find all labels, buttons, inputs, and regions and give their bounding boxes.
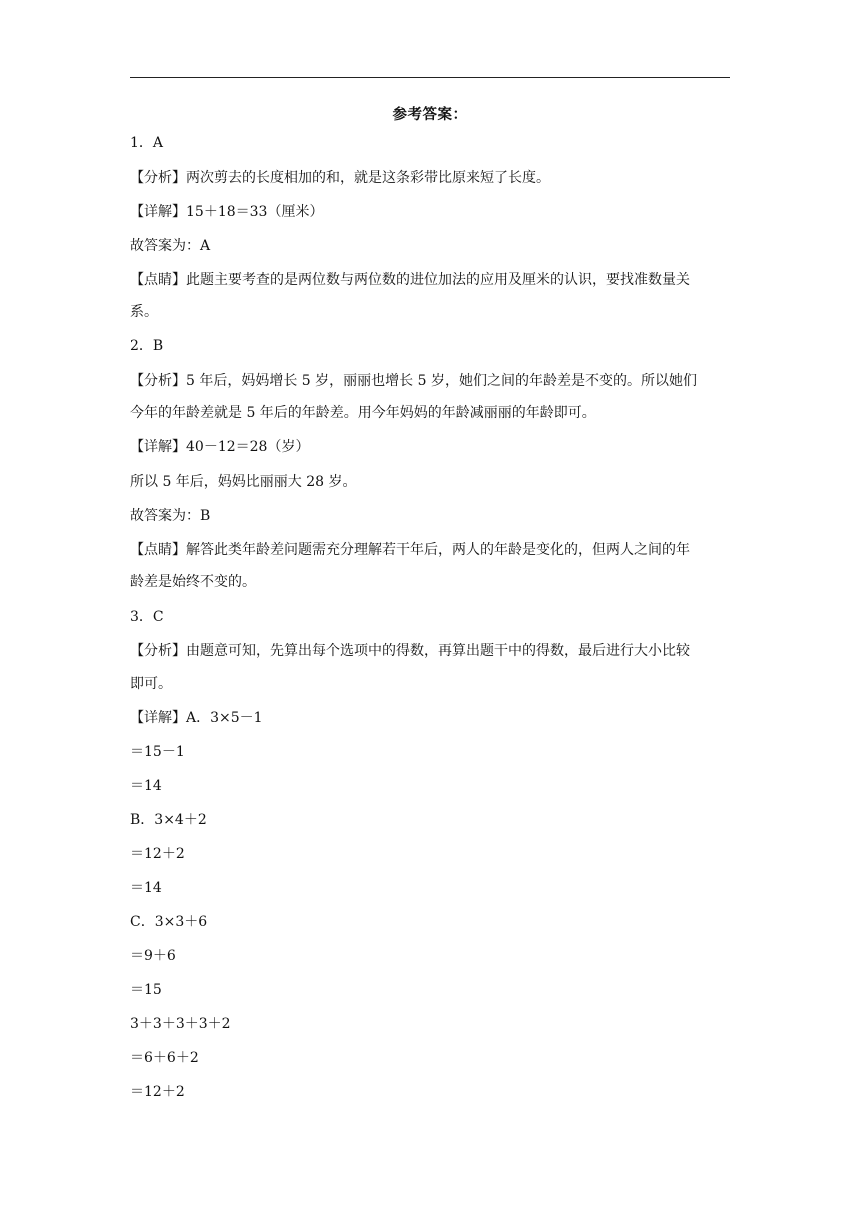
answer-line: 【点睛】此题主要考查的是两位数与两位数的进位加法的应用及厘米的认识，要找准数量关	[130, 272, 690, 288]
answer-line: B．3×4＋2	[130, 812, 207, 828]
answer-line: 【点睛】解答此类年龄差问题需充分理解若干年后，两人的年龄是变化的，但两人之间的年	[130, 542, 690, 558]
answer-line: ＝12＋2	[130, 846, 185, 862]
answer-line: ＝15	[130, 982, 162, 998]
page-title: 参考答案：	[392, 107, 468, 123]
answer-line: C．3×3＋6	[130, 914, 208, 930]
answer-line: 3．C	[130, 609, 164, 625]
answer-line: 【分析】两次剪去的长度相加的和，就是这条彩带比原来短了长度。	[130, 170, 550, 186]
answer-line: 系。	[130, 304, 158, 320]
answer-line: 2．B	[130, 338, 164, 354]
answer-line: 【详解】40－12＝28（岁）	[130, 439, 310, 455]
answer-line: ＝9＋6	[130, 948, 176, 964]
answer-line: 1．A	[130, 135, 164, 151]
answer-line: ＝14	[130, 778, 162, 794]
header-rule	[130, 77, 730, 78]
answer-line: 【分析】由题意可知，先算出每个选项中的得数，再算出题干中的得数，最后进行大小比较	[130, 643, 690, 659]
answer-line: 故答案为：B	[130, 508, 211, 524]
answer-line: 【详解】15＋18＝33（厘米）	[130, 204, 324, 220]
answer-line: ＝15－1	[130, 744, 185, 760]
answer-line: 今年的年龄差就是 5 年后的年龄差。用今年妈妈的年龄减丽丽的年龄即可。	[130, 405, 596, 421]
answer-line: 【分析】5 年后，妈妈增长 5 岁，丽丽也增长 5 岁，她们之间的年龄差是不变的。所以她们	[130, 373, 697, 389]
answer-line: 故答案为：A	[130, 238, 211, 254]
answer-line: 【详解】A．3×5－1	[130, 710, 263, 726]
answer-line: ＝12＋2	[130, 1084, 185, 1100]
answer-line: 3＋3＋3＋3＋2	[130, 1016, 231, 1032]
answer-line: ＝6＋6＋2	[130, 1050, 199, 1066]
answer-line: ＝14	[130, 880, 162, 896]
answer-line: 龄差是始终不变的。	[130, 574, 256, 590]
answer-line: 所以 5 年后，妈妈比丽丽大 28 岁。	[130, 474, 357, 490]
answer-line: 即可。	[130, 676, 172, 692]
